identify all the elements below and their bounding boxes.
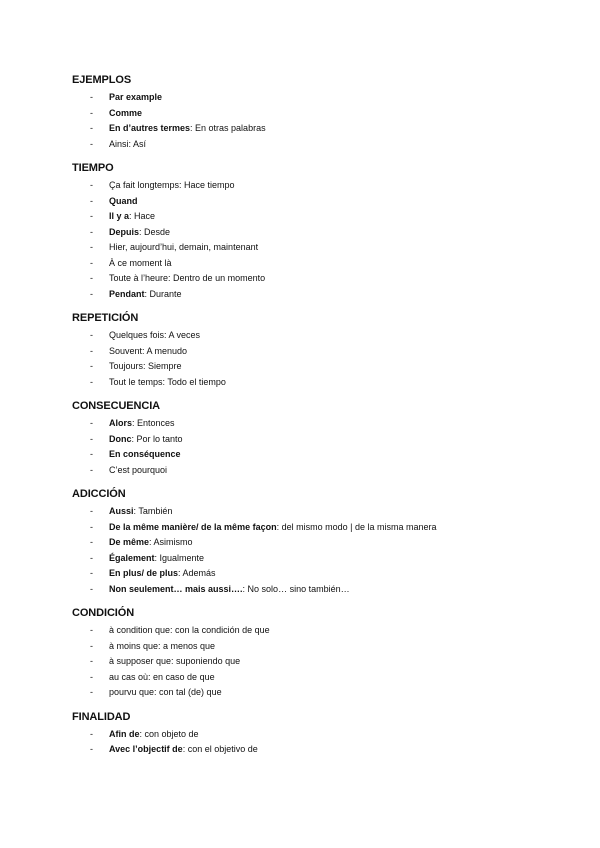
translation-text: : Durante (144, 288, 182, 299)
list-bullet: - (90, 671, 93, 682)
section (72, 709, 542, 758)
translation-text: Ainsi: Así (109, 138, 147, 149)
list-item (72, 504, 542, 520)
list-item (72, 137, 542, 153)
list-bullet: - (90, 138, 93, 149)
list-bullet: - (90, 506, 93, 516)
list-item (72, 416, 542, 432)
translation-text: : También (133, 506, 173, 516)
list-item-text (109, 685, 222, 701)
section (72, 72, 542, 152)
document-page (72, 72, 542, 758)
list-item (72, 328, 542, 344)
term-bold: Aussi (109, 506, 134, 516)
list-item-text (109, 271, 265, 287)
term-bold: Depuis (109, 226, 140, 237)
translation-text: Hier, aujourd’hui, demain, maintenant (109, 242, 259, 252)
translation-text: à condition que: con la condición de que (109, 625, 270, 635)
term-bold: En plus/ de plus (109, 568, 179, 578)
list-item (72, 623, 542, 639)
section (72, 160, 542, 302)
list-item-text (109, 106, 142, 122)
list-bullet: - (90, 521, 93, 532)
list-bullet: - (90, 92, 93, 102)
list-item-text (109, 137, 146, 153)
list-bullet: - (90, 242, 93, 252)
list-item-text (109, 566, 216, 582)
translation-text: : del mismo modo | de la misma manera (276, 521, 437, 532)
list-item-text (109, 551, 204, 567)
list-item-text (109, 240, 258, 256)
list-bullet: - (90, 728, 93, 739)
list-item-text (109, 654, 240, 670)
term-bold: Également (109, 552, 155, 563)
translation-text: : En otras palabras (190, 123, 266, 133)
translation-text: : con objeto de (139, 728, 199, 739)
list-item (72, 654, 542, 670)
list-item-text (109, 256, 172, 272)
translation-text: Souvent: A menudo (109, 345, 188, 356)
list-item (72, 271, 542, 287)
list-item-text (109, 287, 182, 303)
list-item (72, 670, 542, 686)
list-bullet: - (90, 687, 93, 697)
list-item-text (109, 328, 200, 344)
list-item (72, 582, 542, 598)
list-item-text (109, 504, 172, 520)
list-item (72, 344, 542, 360)
translation-text: : Asimismo (149, 537, 193, 547)
list-item-text (109, 463, 167, 479)
translation-text: Toute à l’heure: Dentro de un momento (109, 273, 266, 283)
list-item (72, 551, 542, 567)
translation-text: : Por lo tanto (131, 433, 183, 444)
list-bullet: - (90, 568, 93, 578)
list-item-text (109, 90, 162, 106)
translation-text: à supposer que: suponiendo que (109, 656, 241, 666)
translation-text: Ça fait longtemps: Hace tiempo (109, 180, 235, 190)
section-heading: CONDICIÓN (72, 607, 135, 619)
list-item-text (109, 194, 138, 210)
list-bullet: - (90, 656, 93, 666)
translation-text: pourvu que: con tal (de) que (109, 687, 222, 697)
list-item (72, 432, 542, 448)
list-item-text (109, 359, 182, 375)
list-item-text (109, 535, 193, 551)
list-bullet: - (90, 744, 93, 754)
term-bold: Pendant (109, 288, 145, 299)
term-bold: Par example (109, 92, 163, 102)
term-bold: Quand (109, 195, 138, 206)
list-bullet: - (90, 376, 93, 387)
list-bullet: - (90, 273, 93, 283)
term-bold: Donc (109, 433, 132, 444)
list-item-text (109, 121, 266, 137)
list-item (72, 256, 542, 272)
list-item (72, 727, 542, 743)
list-item (72, 375, 542, 391)
list-bullet: - (90, 288, 93, 299)
list-item-text (109, 582, 350, 598)
translation-text: : Desde (139, 226, 171, 237)
translation-text: Quelques fois: A veces (109, 330, 201, 340)
translation-text: à moins que: a menos que (109, 640, 216, 651)
translation-text: Toujours: Siempre (109, 361, 182, 371)
list-item (72, 639, 542, 655)
section (72, 398, 542, 478)
list-item (72, 463, 542, 479)
section-heading: ADICCIÓN (72, 488, 126, 500)
list-item-text (109, 209, 155, 225)
list-item (72, 535, 542, 551)
term-bold: De même (109, 537, 150, 547)
list-item-text (109, 178, 235, 194)
list-item-text (109, 670, 215, 686)
translation-text: : No solo… sino también… (242, 583, 350, 594)
list-bullet: - (90, 123, 93, 133)
term-bold: Comme (109, 107, 143, 118)
section-heading: FINALIDAD (72, 710, 131, 723)
list-item (72, 240, 542, 256)
list-item (72, 447, 542, 463)
list-item-text (109, 742, 258, 758)
section (72, 310, 542, 390)
term-bold: De la même manière/ de la même façon (109, 521, 277, 532)
term-bold: En d’autres termes (109, 123, 191, 133)
list-item (72, 359, 542, 375)
list-item (72, 742, 542, 758)
translation-text: au cas où: en caso de que (109, 671, 215, 682)
section (72, 605, 542, 701)
term-bold: Avec l’objectif de (109, 744, 183, 754)
list-bullet: - (90, 361, 93, 371)
list-bullet: - (90, 625, 93, 635)
list-bullet: - (90, 180, 93, 190)
term-bold: Non seulement… mais aussi…. (109, 583, 243, 594)
list-item (72, 178, 542, 194)
list-item (72, 90, 542, 106)
list-item (72, 121, 542, 137)
list-bullet: - (90, 195, 93, 206)
list-item-text (109, 623, 270, 639)
list-bullet: - (90, 552, 93, 563)
term-bold: Afin de (109, 728, 140, 739)
section (72, 486, 542, 597)
list-item-text (109, 447, 181, 463)
list-bullet: - (90, 107, 93, 118)
translation-text: : Entonces (132, 418, 175, 428)
list-item (72, 287, 542, 303)
section-heading: REPETICIÓN (72, 312, 139, 324)
list-item (72, 225, 542, 241)
translation-text: C’est pourquoi (109, 464, 168, 475)
list-bullet: - (90, 640, 93, 651)
translation-text: : Además (178, 568, 216, 578)
list-bullet: - (90, 345, 93, 356)
section-heading: TIEMPO (72, 162, 114, 174)
list-item-text (109, 416, 175, 432)
term-bold: Il y a (109, 211, 130, 221)
list-bullet: - (90, 330, 93, 340)
list-bullet: - (90, 433, 93, 444)
list-bullet: - (90, 226, 93, 237)
list-item-text (109, 432, 183, 448)
section-heading: CONSECUENCIA (72, 400, 161, 412)
list-bullet: - (90, 537, 93, 547)
list-item-text (109, 344, 187, 360)
list-bullet: - (90, 257, 93, 268)
list-bullet: - (90, 449, 93, 459)
list-item-text (109, 639, 215, 655)
translation-text: : Igualmente (154, 552, 205, 563)
list-bullet: - (90, 418, 93, 428)
list-item-text (109, 520, 436, 536)
list-item (72, 209, 542, 225)
list-bullet: - (90, 464, 93, 475)
list-item-text (109, 225, 170, 241)
translation-text: Tout le temps: Todo el tiempo (109, 376, 226, 387)
section-heading: EJEMPLOS (72, 74, 132, 86)
list-bullet: - (90, 583, 93, 594)
list-item (72, 566, 542, 582)
translation-text: À ce moment là (109, 257, 172, 268)
translation-text: : con el objetivo de (182, 744, 258, 754)
list-item-text (109, 375, 226, 391)
list-item (72, 194, 542, 210)
list-item-text (109, 727, 199, 743)
translation-text: : Hace (129, 211, 156, 221)
term-bold: En conséquence (109, 449, 181, 459)
list-item (72, 520, 542, 536)
list-item (72, 685, 542, 701)
list-item (72, 106, 542, 122)
term-bold: Alors (109, 418, 133, 428)
list-bullet: - (90, 211, 93, 221)
